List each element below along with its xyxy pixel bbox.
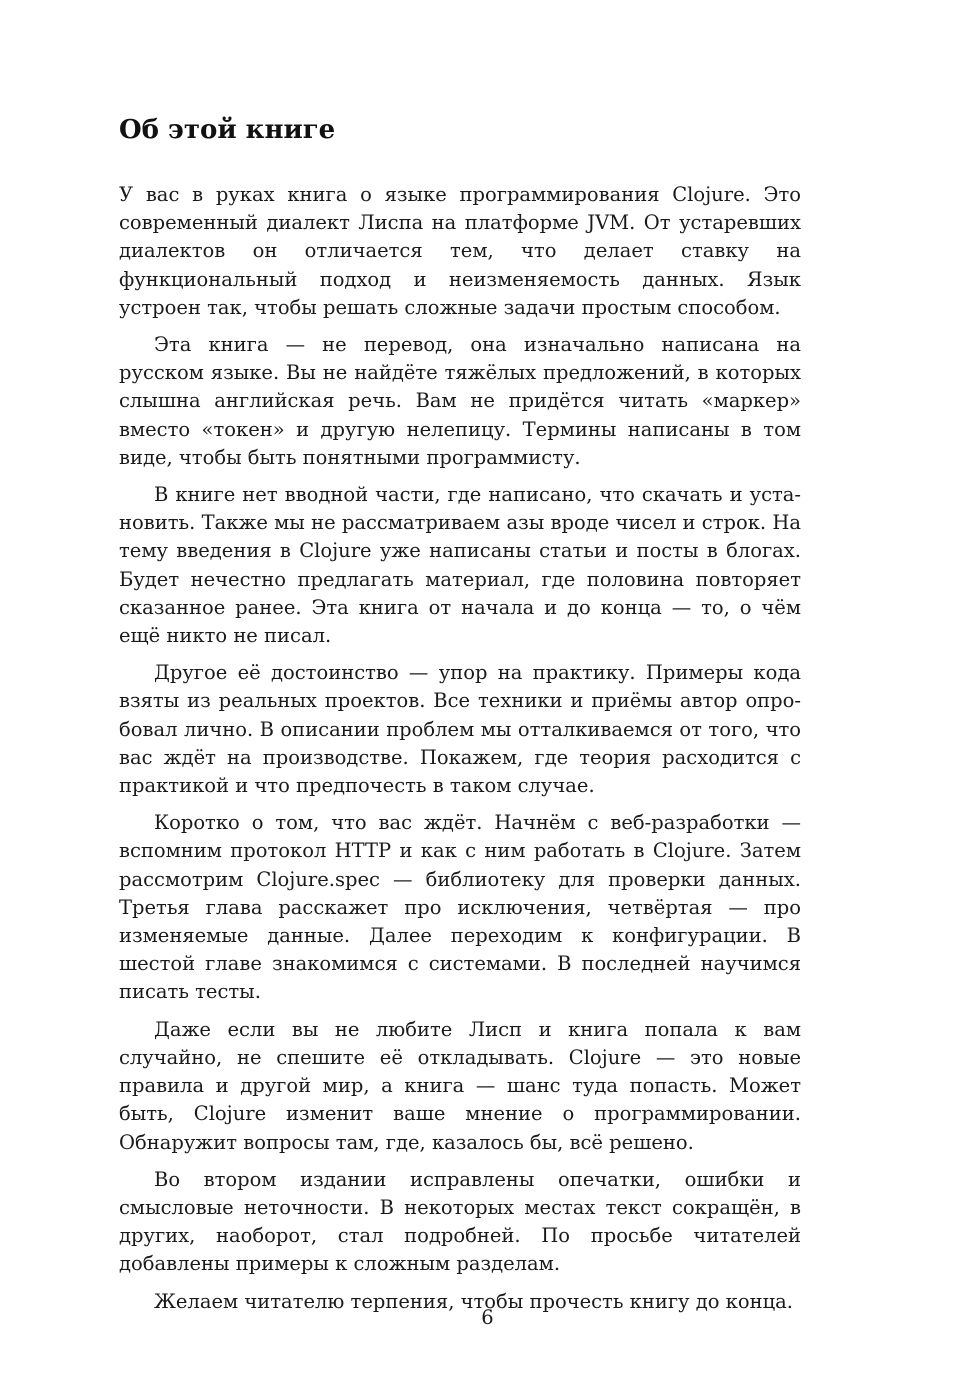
- paragraph-7: Во втором издании исправлены опечатки, ошибки и смысловые неточности. В некоторых местах текст сокращён, в других, наоборот, стал подробней. По просьбе читателей добавлены примеры к сложным разделам.: [119, 1167, 801, 1276]
- page-number: 6: [481, 1306, 494, 1329]
- paragraph-2: Эта книга — не перевод, она изначально написана на русском языке. Вы не найдёте тяжёлых предложений, в которых слышна английская речь. Вам не придётся читать «маркер» вместо «токен» и другую нелепицу. Термины написаны в том виде, чтобы быть понятными программисту.: [119, 333, 801, 469]
- paragraph-6: Даже если вы не любите Лисп и книга попала к вам случайно, не спешите её откладывать. Clojure — это новые правила и другой мир, а книга — шанс туда попасть. Может быть, Clojure изменит ваше мнение о программировании. Обнаружит вопросы там, где, казалось бы, всё решено.: [119, 1017, 801, 1154]
- paragraph-8: Желаем читателю терпения, чтобы прочесть книгу до конца.: [154, 1289, 793, 1313]
- paragraph-1: У вас в руках книга о языке программирования Clojure. Это современный диалект Лиспа на платформе JVM. От устаревших диалектов он отличается тем, что делает ставку на функциональный подход и неизменяемость данных. Язык устроен так, чтобы решать сложные задачи простым способом.: [119, 183, 801, 319]
- paragraph-5: Коротко о том, что вас ждёт. Начнём с веб-разработки — вспомним протокол HTTP и как с ним работать в Clojure. Затем рассмотрим Clojure.spec — библиотеку для проверки данных. Третья глава расскажет про исключения, четвёртая — про изменяемые данные. Далее переходим к конфигурации. В шестой главе знакомимся с системами. В последней научимся писать тесты.: [119, 811, 801, 1004]
- paragraph-3: В книге нет вводной части, где написано, что скачать и установить. Также мы не рассматриваем азы вроде чисел и строк. На тему введения в Clojure уже написаны статьи и посты в блогах. Будет нечестно предлагать материал, где половина повторяет сказанное ранее. Эта книга от начала и до конца — то, о чём ещё никто не писал.: [119, 483, 801, 648]
- page-content: [119, 112, 801, 1325]
- section-title: Об этой книге: [119, 115, 336, 145]
- paragraph-4: Другое её достоинство — упор на практику. Примеры кода взяты из реальных проектов. Все техники и приёмы автор опробовал лично. В описании проблем мы отталкиваемся от того, что вас ждёт на производстве. Покажем, где теория расходится с практикой и что предпочесть в таком случае.: [119, 661, 801, 798]
